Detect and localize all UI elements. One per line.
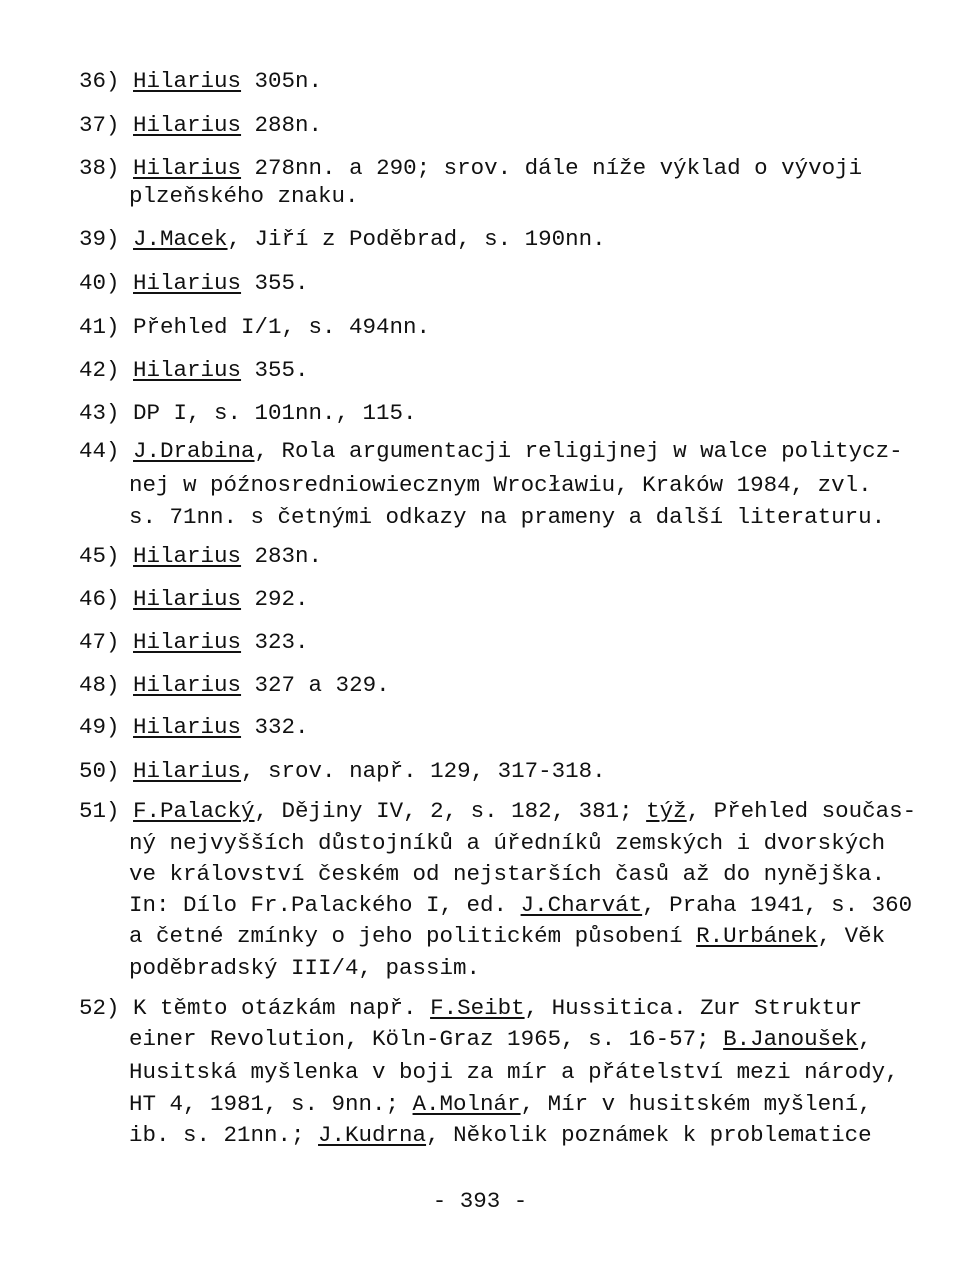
footnote-line xyxy=(79,440,903,463)
footnote-text: a četné zmínky o jeho politickém působení xyxy=(129,923,697,949)
underlined-reference: Hilarius xyxy=(133,672,242,698)
footnote-text: 38) xyxy=(79,155,134,181)
footnote-text: s. 71nn. s četnými odkazy na prameny a další literaturu. xyxy=(129,504,886,530)
footnote-line xyxy=(129,863,885,886)
footnote-text: 46) xyxy=(79,586,134,612)
footnote-line xyxy=(79,588,309,611)
footnote-text: 355. xyxy=(241,357,309,383)
footnote-line xyxy=(79,70,322,93)
footnote-text: Husitská myšlenka v boji za mír a přátelství mezi národy, xyxy=(129,1059,899,1085)
underlined-reference: J.Kudrna xyxy=(318,1122,427,1148)
underlined-reference: Hilarius xyxy=(133,758,242,784)
footnote-text: , Rola argumentacji religijnej w walce politycz- xyxy=(254,438,903,464)
underlined-reference: Hilarius xyxy=(133,68,242,94)
footnote-text: , Dějiny IV, 2, s. 182, 381; xyxy=(254,798,647,824)
footnote-line xyxy=(79,157,862,180)
underlined-reference: Hilarius xyxy=(133,714,242,740)
footnote-line xyxy=(79,402,417,425)
footnote-text: 288n. xyxy=(241,112,323,138)
footnote-text: , Několik poznámek k problematice xyxy=(426,1122,872,1148)
footnote-text: plzeňského znaku. xyxy=(129,183,359,209)
footnote-text: 50) xyxy=(79,758,134,784)
underlined-reference: J.Macek xyxy=(133,226,228,252)
footnote-text: 332. xyxy=(241,714,309,740)
footnote-line xyxy=(79,272,309,295)
footnote-text: ný nejvyšších důstojníků a úředníků zemských i dvorských xyxy=(129,830,886,856)
footnote-line xyxy=(129,925,885,948)
footnote-text: 42) xyxy=(79,357,134,383)
footnote-text: , xyxy=(858,1026,872,1052)
underlined-reference: Hilarius xyxy=(133,155,242,181)
footnote-text: 327 a 329. xyxy=(241,672,390,698)
page-number: - 393 - xyxy=(432,1188,528,1214)
footnote-line xyxy=(129,1124,872,1147)
underlined-reference: Hilarius xyxy=(133,270,242,296)
footnote-line xyxy=(129,474,872,497)
footnote-text: 36) xyxy=(79,68,134,94)
underlined-reference: Hilarius xyxy=(133,543,242,569)
underlined-reference: B.Janoušek xyxy=(723,1026,859,1052)
footnote-text: , Přehled součas- xyxy=(686,798,917,824)
footnote-text: 323. xyxy=(241,629,309,655)
underlined-reference: Hilarius xyxy=(133,586,242,612)
underlined-reference: týž xyxy=(646,798,687,824)
footnote-text: 283n. xyxy=(241,543,323,569)
footnote-text: poděbradský III/4, passim. xyxy=(129,955,481,981)
footnote-line xyxy=(129,1093,872,1116)
footnote-line xyxy=(129,185,359,208)
footnote-line xyxy=(129,957,480,980)
footnote-text: HT 4, 1981, s. 9nn.; xyxy=(129,1091,413,1117)
footnote-line xyxy=(129,894,912,917)
footnote-line xyxy=(79,545,322,568)
footnote-text: , Mír v husitském myšlení, xyxy=(520,1091,872,1117)
footnote-text: 292. xyxy=(241,586,309,612)
footnote-text: 41) Přehled I/1, s. 494nn. xyxy=(79,314,431,340)
footnote-text: , Hussitica. Zur Struktur xyxy=(524,995,863,1021)
footnote-line xyxy=(79,716,309,739)
footnote-line xyxy=(79,316,430,339)
footnote-text: 40) xyxy=(79,270,134,296)
footnote-text: 39) xyxy=(79,226,134,252)
footnote-text: nej w późnosredniowiecznym Wrocławiu, Kraków 1984, zvl. xyxy=(129,472,872,498)
footnote-text: 278nn. a 290; srov. dále níže výklad o vývoji xyxy=(241,155,863,181)
footnote-line xyxy=(129,506,885,529)
footnote-line xyxy=(79,997,862,1020)
underlined-reference: F.Seibt xyxy=(430,995,525,1021)
footnote-text: 49) xyxy=(79,714,134,740)
footnote-text: , Praha 1941, s. 360 xyxy=(642,892,913,918)
footnote-text: 43) DP I, s. 101nn., 115. xyxy=(79,400,417,426)
footnote-text: 47) xyxy=(79,629,134,655)
footnote-text: , Jiří z Poděbrad, s. 190nn. xyxy=(227,226,606,252)
footnote-text: 45) xyxy=(79,543,134,569)
underlined-reference: A.Molnár xyxy=(412,1091,521,1117)
footnote-line xyxy=(79,800,916,823)
underlined-reference: J.Charvát xyxy=(520,892,643,918)
underlined-reference: R.Urbánek xyxy=(696,923,818,949)
footnote-text: ib. s. 21nn.; xyxy=(129,1122,319,1148)
underlined-reference: F.Palacký xyxy=(133,798,255,824)
footnote-text: 37) xyxy=(79,112,134,138)
footnote-text: , srov. např. 129, 317-318. xyxy=(241,758,606,784)
footnote-text: ve království českém od nejstarších časů až do nynějška. xyxy=(129,861,886,887)
underlined-reference: Hilarius xyxy=(133,112,242,138)
footnote-line xyxy=(79,359,309,382)
underlined-reference: J.Drabina xyxy=(133,438,255,464)
footnote-line xyxy=(79,631,309,654)
footnote-line xyxy=(129,1061,899,1084)
footnote-line xyxy=(79,674,390,697)
footnote-line xyxy=(79,760,606,783)
underlined-reference: Hilarius xyxy=(133,629,242,655)
footnote-line xyxy=(79,114,322,137)
footnote-text: 355. xyxy=(241,270,309,296)
underlined-reference: Hilarius xyxy=(133,357,242,383)
footnote-line xyxy=(79,228,606,251)
footnote-text: , Věk xyxy=(817,923,886,949)
footnote-line xyxy=(129,1028,872,1051)
footnote-text: 48) xyxy=(79,672,134,698)
footnote-text: 305n. xyxy=(241,68,323,94)
footnote-text: einer Revolution, Köln-Graz 1965, s. 16-57; xyxy=(129,1026,724,1052)
footnote-text: 51) xyxy=(79,798,134,824)
footnote-text: 44) xyxy=(79,438,134,464)
footnote-text: 52) K těmto otázkám např. xyxy=(79,995,431,1021)
footnote-text: In: Dílo Fr.Palackého I, ed. xyxy=(129,892,521,918)
footnote-line xyxy=(129,832,885,855)
